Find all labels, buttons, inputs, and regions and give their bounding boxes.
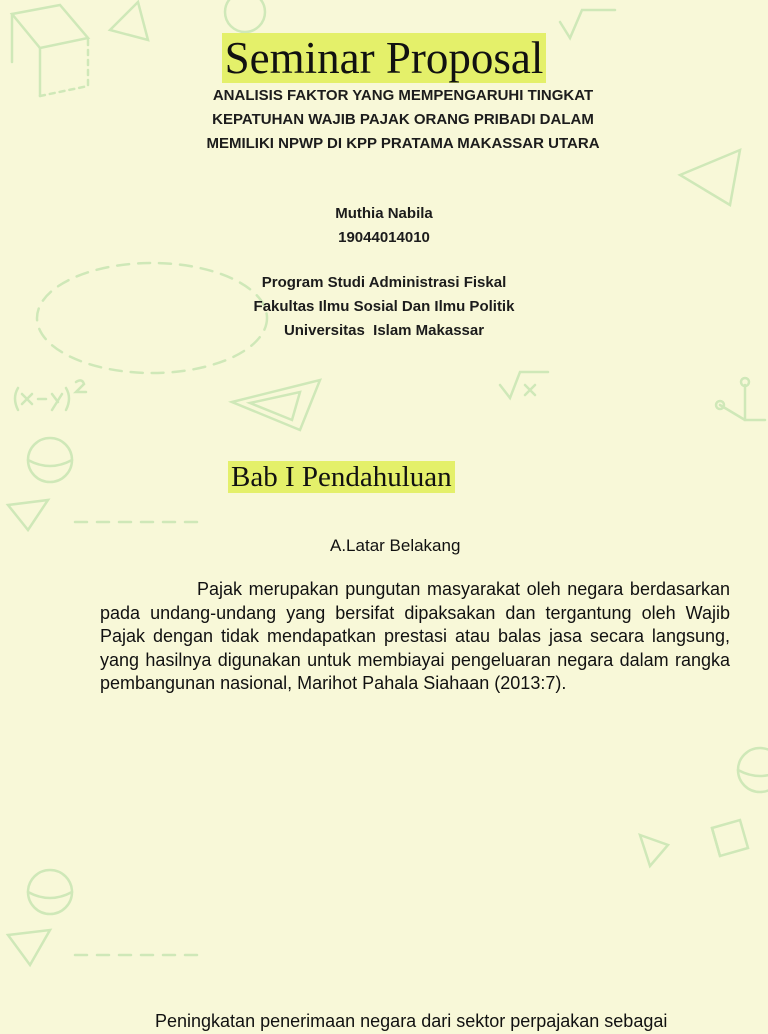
student-id: 19044014010: [338, 229, 430, 246]
sphere-doodle-right: [738, 748, 768, 792]
thesis-subtitle: ANALISIS FAKTOR YANG MEMPENGARUHI TINGKAT KEPATUHAN WAJIB PAJAK ORANG PRIBADI DALAM MEMILIKI NPWP DI KPP PRATAMA MAKASSAR UTARA: [206, 87, 600, 152]
formula-doodle: [15, 380, 86, 410]
cube-doodle-right: [712, 820, 748, 856]
section-heading: A.Latar Belakang: [330, 536, 461, 555]
triangle-doodle-lower: [8, 930, 50, 965]
sqrt-small-doodle: [500, 372, 548, 398]
body-paragraph: Pajak merupakan pungutan masyarakat oleh negara berdasarkan pada undang-undang yang bersifat dipaksakan dan tergantung oleh Wajib Pajak dengan tidak mendapatkan prestasi atau balas jasa secara langsung, yang hasilnya digunakan untuk membiayai pengeluaran negara dalam rangka pembangunan nasional, Marihot Pahala Siahaan (2013:7).: [100, 579, 730, 693]
author-name: Muthia Nabila: [335, 205, 433, 222]
document-title: [0, 30, 768, 86]
pyramid-doodle: [680, 150, 740, 205]
graph-doodle: [720, 385, 765, 420]
faculty: Fakultas Ilmu Sosial Dan Ilmu Politik: [253, 298, 515, 315]
chapter-heading: [228, 457, 455, 497]
study-program: Program Studi Administrasi Fiskal: [261, 274, 507, 291]
title-text: Seminar Proposal: [222, 33, 547, 83]
sphere-doodle-left: [28, 438, 72, 482]
sphere-doodle: [225, 0, 265, 32]
body-paragraph-continued: Peningkatan penerimaan negara dari sektor perpajakan sebagai: [155, 1011, 668, 1031]
triangle-doodle: [8, 500, 48, 530]
cone-doodle-right: [640, 835, 668, 866]
triangle-ruler-doodle: [232, 380, 320, 430]
chapter-heading-text: Bab I Pendahuluan: [228, 461, 455, 493]
university: Universitas Islam Makassar: [283, 322, 485, 339]
institution-block: [0, 271, 768, 343]
sphere-doodle-lower: [28, 870, 72, 914]
author-block: [0, 202, 768, 250]
